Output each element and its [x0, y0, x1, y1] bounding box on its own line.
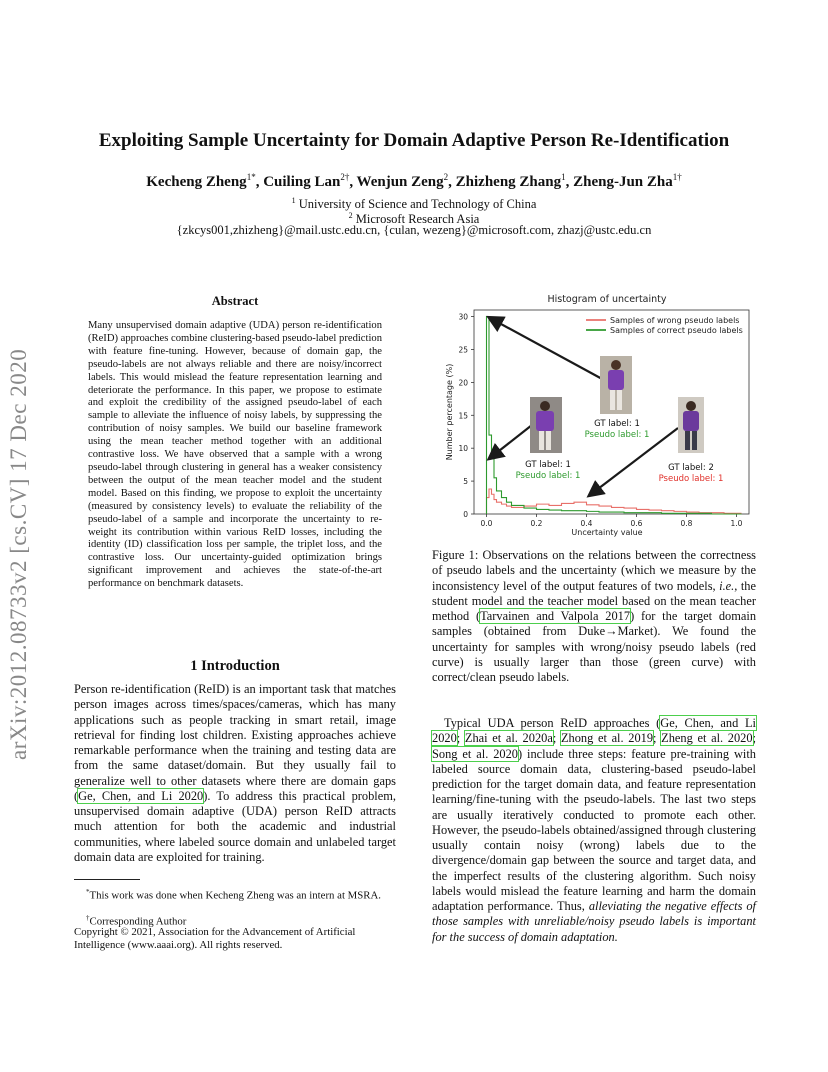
author-separator: ,: [565, 174, 574, 190]
citation-link[interactable]: Zhai et al. 2020a: [464, 731, 553, 746]
annotation-1-gt: GT label: 1: [594, 419, 640, 429]
arxiv-stamp: arXiv:2012.08733v2 [cs.CV] 17 Dec 2020: [6, 348, 31, 760]
arrow-to-peak: [490, 318, 604, 380]
x-tick-label: 1.0: [730, 519, 743, 528]
y-tick-label: 25: [458, 345, 468, 355]
uncertainty-histogram-chart: [432, 290, 762, 540]
x-tick-label: 0.8: [680, 519, 693, 528]
author-name: Kecheng Zheng: [146, 174, 247, 190]
footnote-1: [74, 886, 396, 902]
footnote-1-mark: *: [86, 888, 90, 896]
citation-link[interactable]: Zhong et al. 2019: [560, 731, 654, 746]
footnote-2-mark: †: [86, 914, 90, 922]
y-tick-label: 0: [463, 510, 468, 519]
caption-ie: i.e.: [719, 578, 735, 593]
author-separator: ,: [255, 174, 264, 190]
citation-link[interactable]: Tarvainen and Valpola 2017: [480, 609, 631, 623]
footnote-1-text: This work was done when Kecheng Zheng was an intern at MSRA.: [89, 889, 381, 902]
copyright-notice: Copyright © 2021, Association for the Advancement of Artificial Intelligence (www.aaai.org). All rights reserved.: [74, 926, 356, 951]
abstract-body: Many unsupervised domain adaptive (UDA) person re-identification (ReID) approaches combine clustering-based pseudo-label prediction with feature fine-tuning. However, because of domain gap, the pseudo-labels are not always reliable and there are noisy/incorrect labels. This would mislead the feature representation learning and deteriorate the performance. In this paper, we propose to estimate and exploit the credibility of the assigned pseudo-label of each sample to alleviate the influence of noisy labels, by suppressing the contribution of noisy samples. We build our baseline framework using the mean teacher method together with an additional contrastive loss. We have observed that a sample with a wrong pseudo-label through clustering in general has a weaker consistency between the output of the mean teacher model and the student model. Based on this finding, we propose to exploit the uncertainty (measured by consistency levels) to evaluate the reliability of the pseudo-label of a sample and incorporate the uncertainty to re-weight its contribution within various ReID losses, including the identity (ID) classification loss per sample, the triplet loss, and the contrastive loss. Our uncertainty-guided optimization brings significant improvement and achieves the state-of-the-art performance on benchmark datasets.: [88, 320, 382, 590]
y-tick-label: 10: [458, 444, 468, 454]
affiliation-1-text: University of Science and Technology of China: [298, 197, 537, 212]
intro-p2-text-b: ) include three steps: feature pre-training with labeled source domain data, clustering-based pseudo-label prediction for the target domain data, and feature representation learning/fine-tuning with the pseudo-labels. The last two steps are usually iteratively conducted to promote each other. However, the pseudo-labels obtained/assigned through clustering usually contain noisy (wrong) labels due to the divergence/domain gap between the source and target data, and the imperfect results of the clustering algorithm. Such noisy labels would mislead the feature learning and harm the domain adaptation performance. Thus,: [432, 746, 756, 913]
affiliation-2-sup: 2: [348, 211, 353, 220]
section-heading-introduction: 1 Introduction: [190, 658, 280, 674]
citation-link[interactable]: Song et al. 2020: [432, 746, 518, 761]
author-name: Cuiling Lan: [263, 174, 341, 190]
caption-text-a: Figure 1: Observations on the relations between the correctness of pseudo labels and the uncertainty (which we measure by the inconsistency level of the output features of two models,: [432, 548, 756, 593]
y-tick-label: 20: [458, 378, 468, 388]
author-separator: ,: [448, 174, 456, 190]
y-tick-label: 15: [458, 411, 468, 421]
author-name: Zhizheng Zhang: [455, 174, 562, 190]
intro-paragraph-1: [74, 682, 396, 865]
caption-text-c: ) for the target domain samples (obtained from Duke→Market). We found the uncertainty for samples with wrong/noisy pseudo labels (red curve) is usually larger than those (green curve) with correct/clean pseudo labels.: [432, 609, 757, 684]
paper-title: Exploiting Sample Uncertainty for Domain Adaptive Person Re-Identification: [98, 130, 730, 151]
legend-label-wrong: Samples of wrong pseudo labels: [610, 316, 740, 325]
chart-title: Histogram of uncertainty: [547, 294, 667, 305]
annotation-1-pseudo: Pseudo label: 1: [584, 430, 650, 440]
annotation-3-pseudo: Pseudo label: 1: [658, 474, 724, 484]
citation-link[interactable]: Ge, Chen, and Li 2020: [78, 788, 204, 803]
affiliation-2-text: Microsoft Research Asia: [355, 212, 480, 227]
x-tick-label: 0.4: [580, 519, 593, 528]
author-affiliation-mark: 1†: [672, 172, 682, 182]
author-separator: ,: [349, 174, 357, 190]
author-emails: {zkcys001,zhizheng}@mail.ustc.edu.cn, {culan, wezeng}@microsoft.com, zhazj@ustc.edu.cn: [176, 223, 652, 237]
intro-p2-text-a: Typical UDA person ReID approaches (: [444, 716, 661, 730]
author-list: [40, 172, 788, 191]
intro-paragraph-2: Typical UDA person ReID approaches (Ge, Chen, and Li 2020; Zhai et al. 2020a; Zhong et al. 2019; Zheng et al. 2020; Song et al. 2020) include three steps: feature pre-training with labeled source domain data, clustering-based pseudo-label prediction for the target domain data, and feature representation learning/fine-tuning with the pseudo-labels. The last two steps are usually iteratively conducted to promote each other. However, the pseudo-labels obtained/assigned through clustering usually contain noisy (wrong) labels due to the divergence/domain gap between the source and target data, and the imperfect results of the clustering algorithm. Such noisy labels would mislead the feature learning and harm the domain adaptation performance. Thus, alleviating the negative effects of those samples with unreliable/noisy pseudo labels is important for the success of domain adaptation.: [432, 716, 757, 944]
person-photo-1: [600, 356, 632, 414]
y-tick-label: 5: [463, 477, 468, 487]
caption-text-b: , the student model and the teacher model based on the mean teacher method (: [432, 578, 756, 623]
author-affiliation-mark: 1*: [246, 172, 256, 182]
y-axis-ticks: [458, 313, 474, 519]
author-name: Wenjun Zeng: [356, 174, 444, 190]
intro-p1-text-a: Person re-identification (ReID) is an important task that matches person images across times/spaces/cameras, which has many applications such as people tracking in smart retail, image retrieval for finding lost children. Existing approaches achieve remarkable performance when the training and testing data are from the same dataset/domain. But they usually fail to generalize well to other datasets where there are domain gaps (: [74, 682, 396, 803]
citation-link[interactable]: Zheng et al. 2020: [661, 731, 753, 746]
x-axis-ticks: [481, 514, 743, 528]
figure-1-caption: [432, 548, 756, 685]
y-axis-label: Number percentage (%): [445, 363, 454, 461]
chart-legend: [586, 316, 743, 335]
person-photo-3: [678, 397, 704, 453]
x-tick-label: 0.6: [630, 519, 643, 528]
footnote-rule: [74, 879, 140, 880]
abstract-heading: Abstract: [211, 294, 259, 308]
y-tick-label: 30: [458, 312, 468, 322]
author-name: Zheng-Jun Zha: [573, 174, 673, 190]
figure-1: [432, 290, 762, 540]
legend-label-correct: Samples of correct pseudo labels: [610, 326, 743, 335]
intro-p2-emphasis: alleviating the negative effects of those samples with unreliable/noisy pseudo labels is important for the success of domain adaptation.: [432, 899, 756, 944]
x-axis-label: Uncertainty value: [571, 528, 643, 537]
x-tick-label: 0.2: [530, 519, 543, 528]
annotation-3-gt: GT label: 2: [668, 463, 714, 473]
series-line-wrong-labels: [487, 489, 742, 514]
annotation-2-pseudo: Pseudo label: 1: [515, 471, 581, 481]
person-photo-2: [530, 397, 562, 453]
author-affiliation-mark: 2†: [340, 172, 350, 182]
intro-p1-text-b: ). To address this practical problem, unsupervised domain adaptive (UDA) person ReID attracts much attention for both the academic and industrial communities, where labeled source domain and unlabeled target domain data are exploited for training.: [74, 788, 396, 864]
author-affiliation-mark: 1: [561, 172, 566, 182]
x-tick-label: 0.0: [480, 519, 493, 528]
author-affiliation-mark: 2: [443, 172, 449, 182]
footnote-2-text: Corresponding Author: [89, 915, 187, 928]
annotation-2-gt: GT label: 1: [525, 460, 571, 470]
arrow-to-tail-green: [490, 425, 532, 458]
citation-link[interactable]: Ge, Chen, and Li 2020: [432, 716, 756, 746]
affiliation-1-sup: 1: [291, 196, 296, 205]
